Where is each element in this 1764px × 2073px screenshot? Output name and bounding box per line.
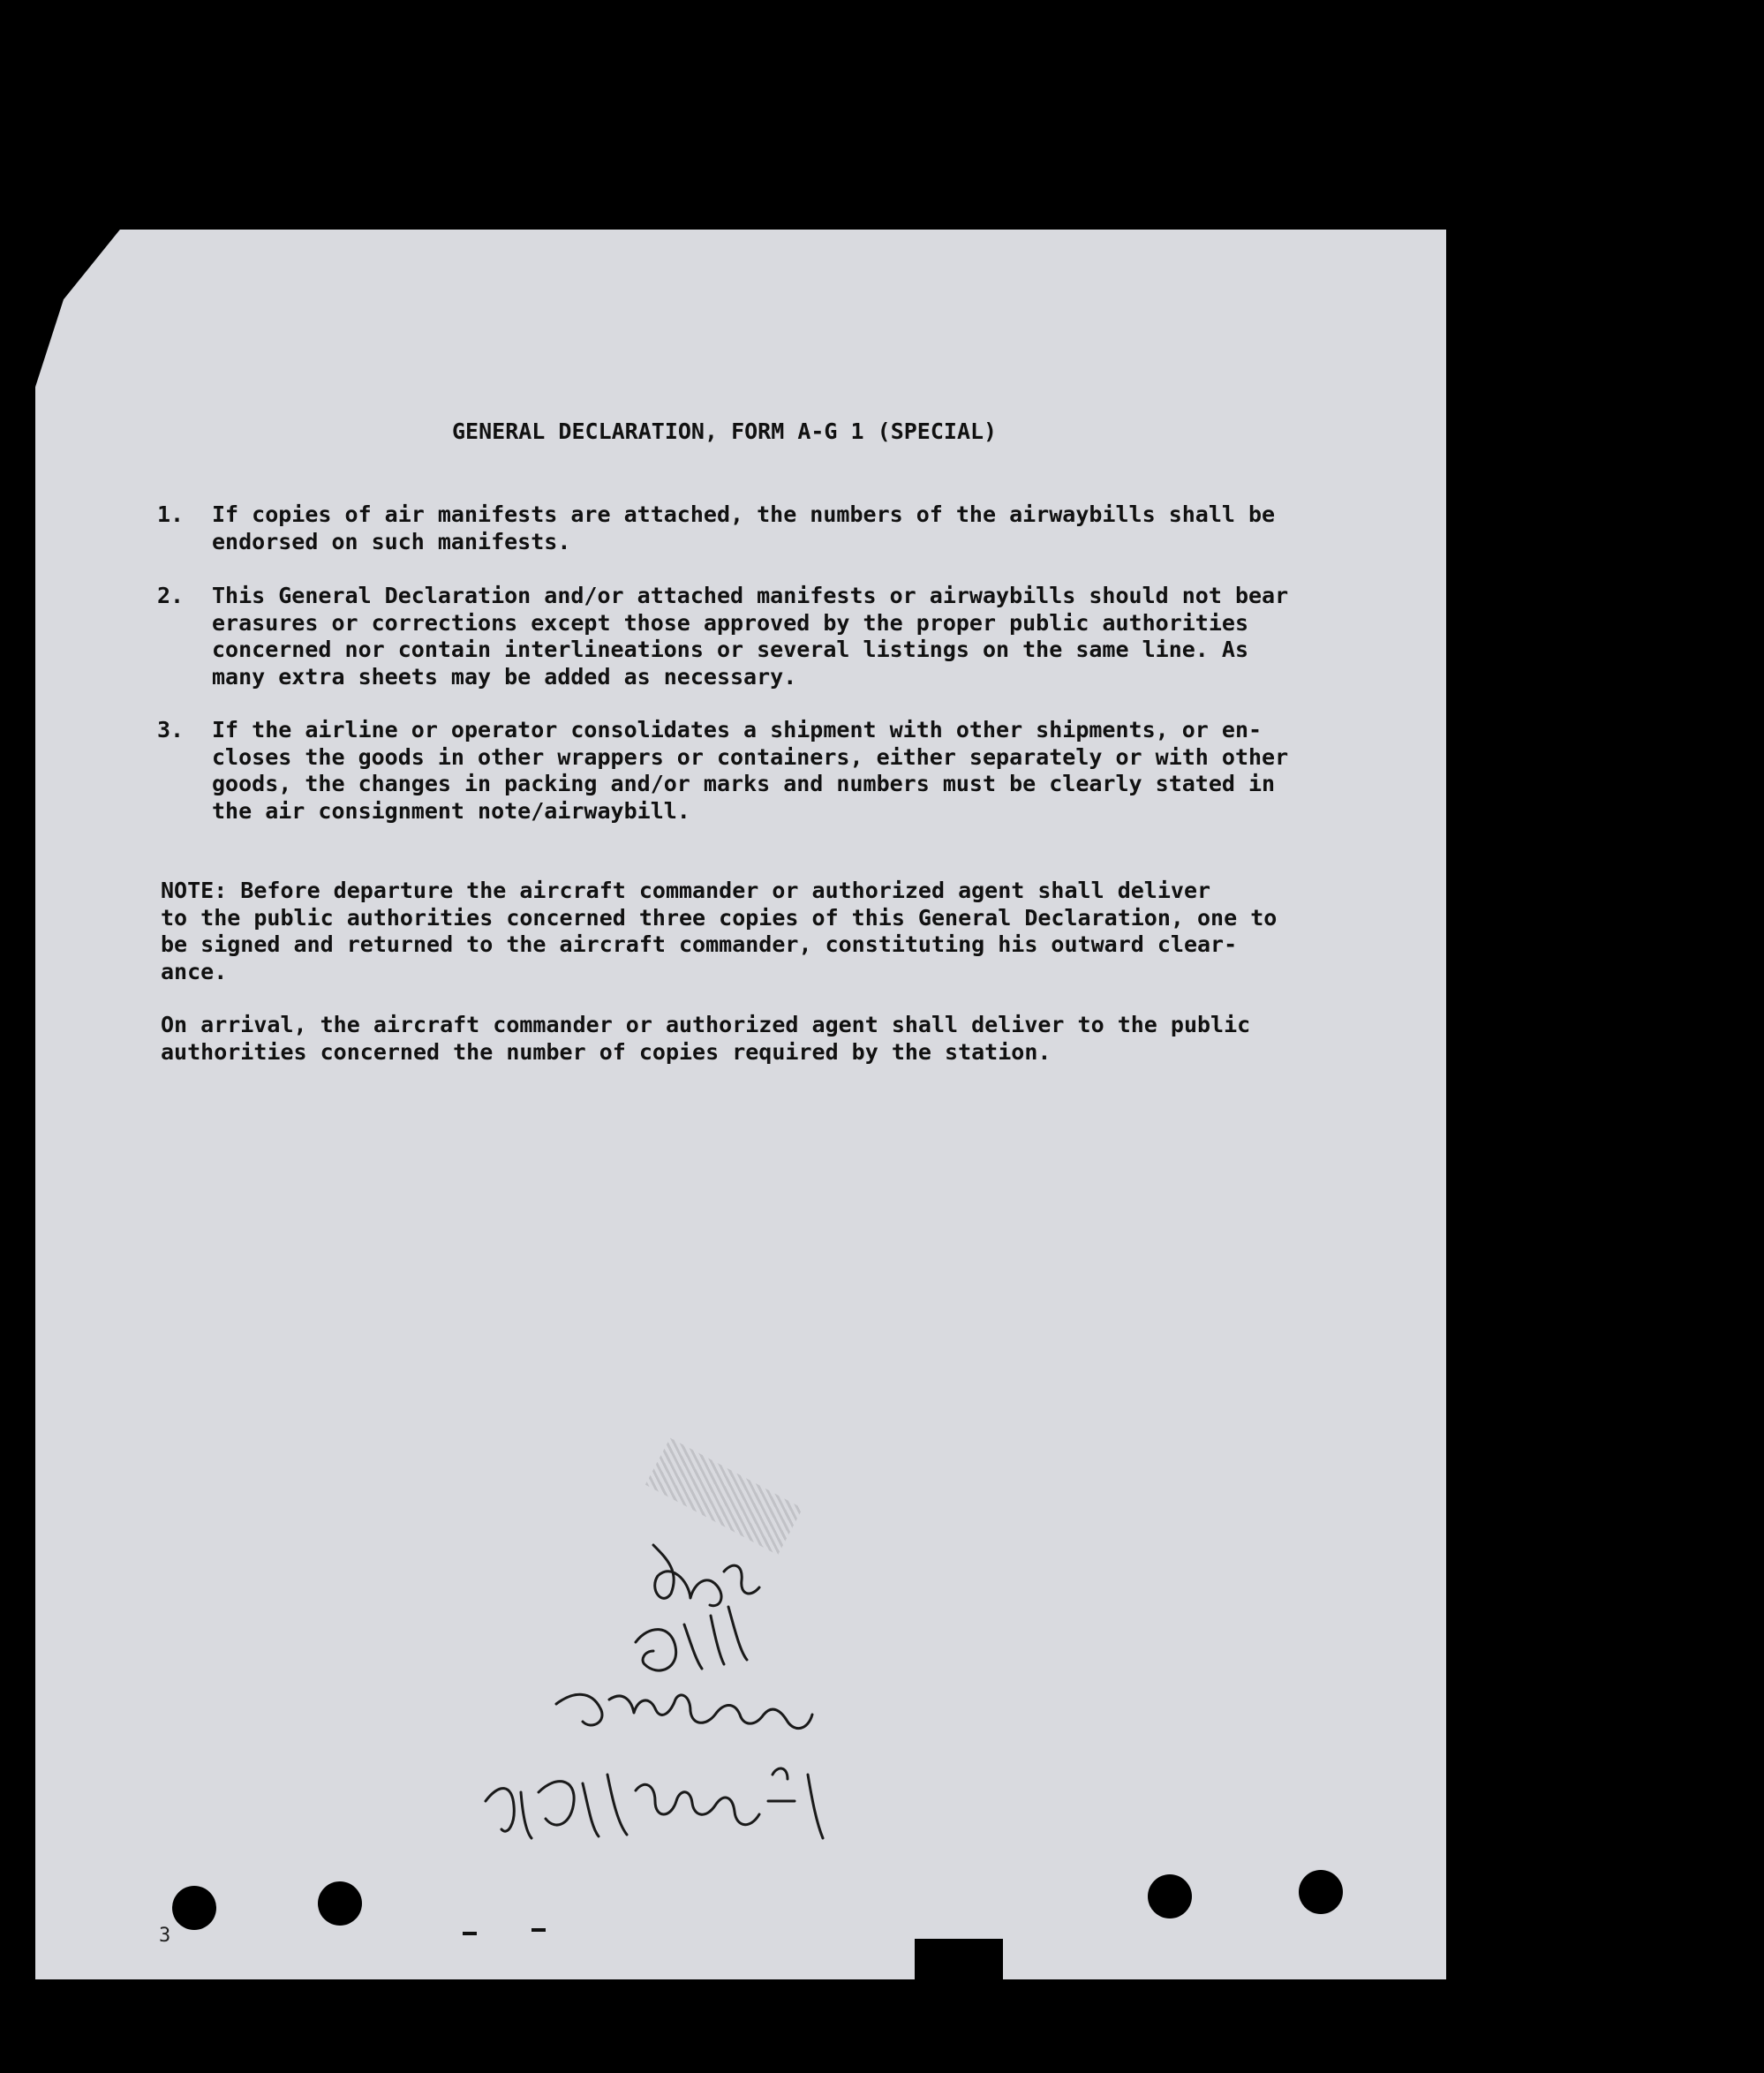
text-line: to the public authorities concerned three copies of this General Declaration, one to bbox=[161, 904, 1278, 931]
text-line: closes the goods in other wrappers or containers, either separately or with other bbox=[212, 743, 1289, 770]
text-line: be signed and returned to the aircraft commander, constituting his outward clear- bbox=[161, 931, 1238, 957]
item-2-text bbox=[212, 583, 1321, 690]
ink-mark bbox=[463, 1932, 477, 1935]
punch-hole bbox=[1299, 1870, 1343, 1914]
punch-hole bbox=[318, 1881, 362, 1926]
item-number: 2. bbox=[157, 583, 185, 608]
text-line: concerned nor contain interlineations or several listings on the same line. As bbox=[212, 637, 1248, 662]
paper-notch bbox=[915, 1939, 1003, 1992]
corner-mark: 3 bbox=[159, 1925, 171, 1947]
item-3-text bbox=[212, 717, 1321, 825]
text-line: This General Declaration and/or attached manifests or airwaybills should not bear bbox=[212, 583, 1289, 608]
item-number: 1. bbox=[157, 501, 185, 527]
text-line: If the airline or operator consolidates a shipment with other shipments, or en- bbox=[212, 717, 1263, 743]
text-line: authorities concerned the number of copies required by the station. bbox=[161, 1038, 1052, 1065]
text-line: erasures or corrections except those approved by the proper public authorities bbox=[212, 609, 1248, 636]
text-line: NOTE: Before departure the aircraft commander or authorized agent shall deliver bbox=[161, 878, 1211, 903]
punch-hole bbox=[1148, 1874, 1192, 1918]
punch-hole bbox=[172, 1886, 216, 1930]
text-line: many extra sheets may be added as necessary. bbox=[212, 663, 797, 690]
document-title: GENERAL DECLARATION, FORM A-G 1 (SPECIAL) bbox=[452, 418, 998, 444]
text-line: the air consignment note/airwaybill. bbox=[212, 797, 690, 824]
arrival-paragraph bbox=[161, 1012, 1323, 1066]
ink-mark bbox=[531, 1928, 546, 1932]
text-line: On arrival, the aircraft commander or authorized agent shall deliver to the public bbox=[161, 1012, 1251, 1037]
note-paragraph bbox=[161, 878, 1323, 985]
item-number: 3. bbox=[157, 717, 185, 743]
text-line: endorsed on such manifests. bbox=[212, 528, 571, 554]
text-line: goods, the changes in packing and/or marks and numbers must be clearly stated in bbox=[212, 771, 1276, 796]
handwritten-signatures bbox=[459, 1510, 865, 1881]
text-line: If copies of air manifests are attached, the numbers of the airwaybills shall be bbox=[212, 501, 1276, 527]
item-1-text bbox=[212, 501, 1321, 555]
text-line: ance. bbox=[161, 958, 228, 984]
